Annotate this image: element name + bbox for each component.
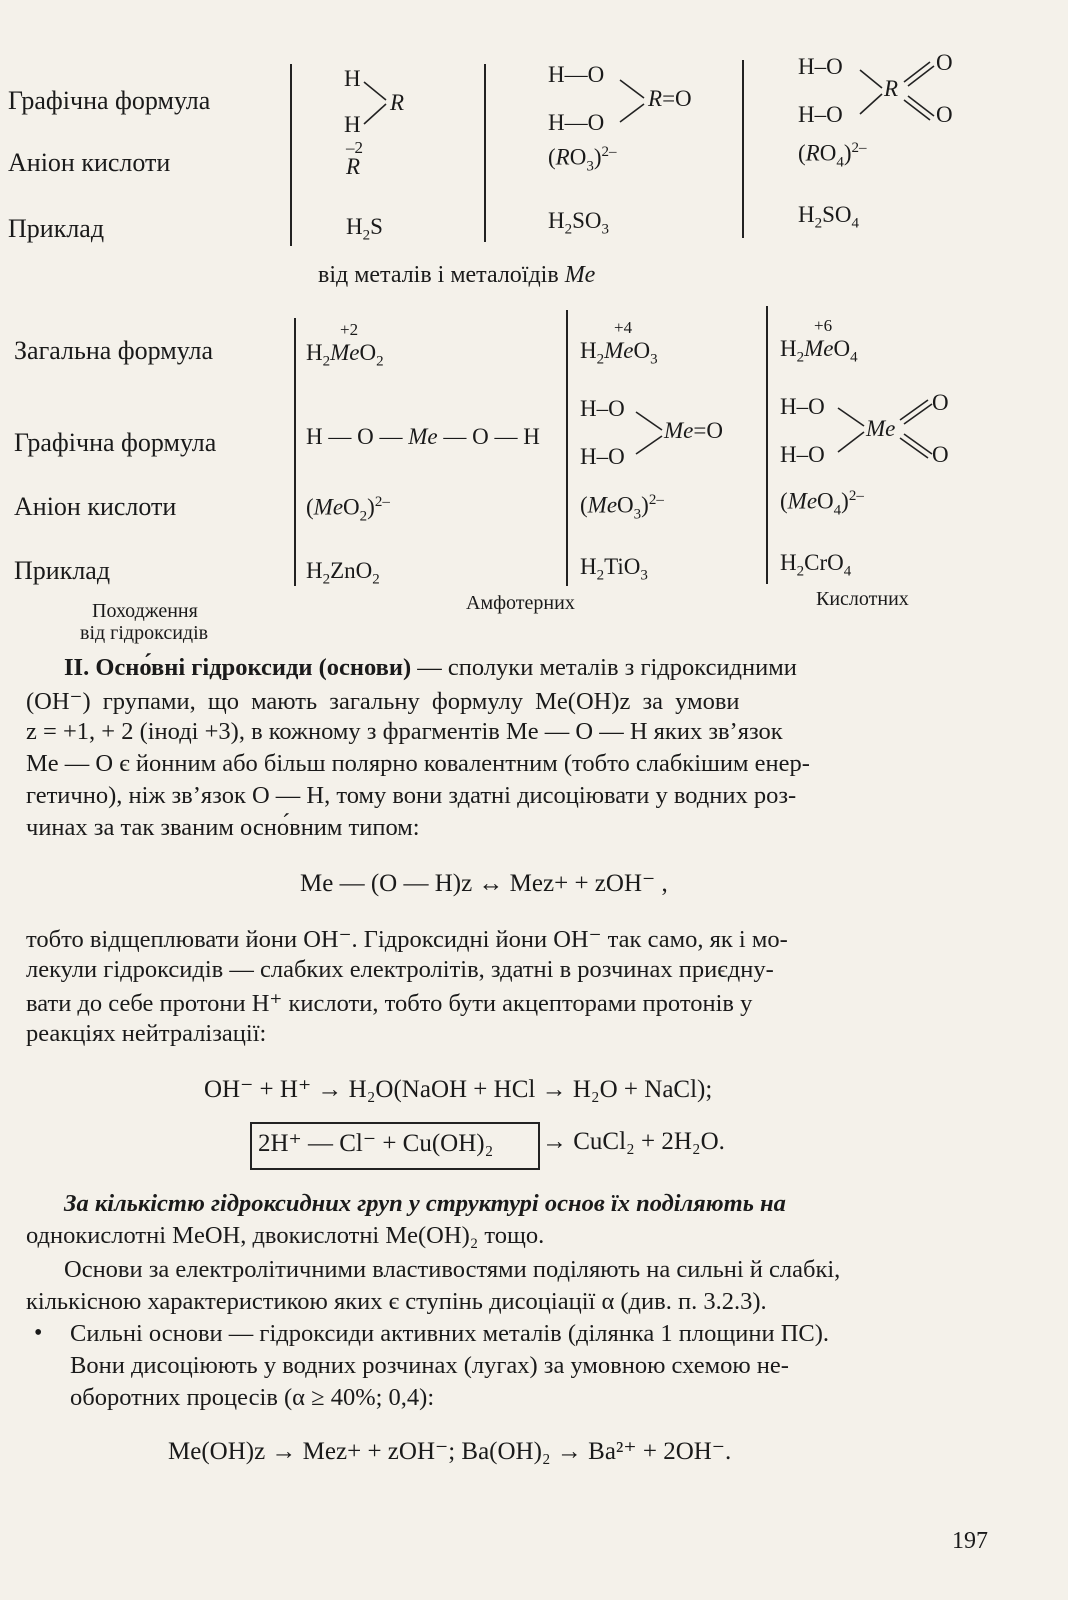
equation-dissociation: Me — (O — H)z ↔ Mez+ + zOH⁻ ,: [300, 870, 668, 897]
para2-line-2: лекули гідроксидів — слабких електролітів, здатні в розчинах приєдну-: [26, 956, 774, 983]
general-formula: $H_2MeO_3$: [580, 338, 658, 368]
bond-lines: [362, 76, 392, 132]
o-right-bottom: O: [936, 102, 953, 127]
anion: $(RO_4)^{2-}$: [798, 140, 867, 171]
o-right-top: O: [932, 390, 949, 415]
example: $H_2TiO_3$: [580, 554, 648, 584]
r-double-o: R=O: [648, 86, 692, 111]
anion: $(MeO_4)^{2-}$: [780, 488, 864, 519]
section-line-4: Me — O є йонним або більш полярно ковалентним (тобто слабкішим енер-: [26, 750, 810, 777]
ox-state: +6: [814, 316, 833, 335]
divider: [766, 306, 768, 584]
section-line-3: z = +1, + 2 (іноді +3), в кожному з фрагментів Me — O — H яких зв’язок: [26, 718, 783, 745]
divider: [566, 310, 568, 586]
bullet-line-1: Сильні основи — гідроксиди активних металів (ділянка 1 площини ПС).: [70, 1320, 830, 1347]
r-atom: R: [390, 90, 405, 115]
example: $H_2SO_3$: [548, 208, 610, 238]
anion: R: [346, 154, 361, 179]
acidic-label: Кислотних: [816, 588, 909, 610]
ho-top: H–O: [798, 54, 843, 79]
equation-neutralization: OH⁻ + H⁺ → H₂O(NaOH + HCl → H₂O + NaCl);: [204, 1076, 713, 1103]
para2-line-1: тобто відщеплювати йони OH⁻. Гідроксидні йони OH⁻ так само, як і мо-: [26, 926, 788, 953]
section-line-6: чинах за так званим осно́вним типом:: [26, 814, 420, 841]
row-label-example: Приклад: [8, 214, 105, 243]
bullet-icon: •: [34, 1320, 43, 1346]
section-line-2: (OH⁻) групами, що мають загальну формулу Me(OH)z за умови: [26, 688, 740, 715]
origin-sub: від гідроксидів: [80, 622, 209, 644]
divider: [742, 60, 744, 238]
graphic-formula: H — O — Me — O — H: [306, 424, 540, 449]
mono-di-line: однокислотні MeOH, двокислотні Me(OH)₂ тощо.: [26, 1222, 545, 1249]
italic-heading: За кількістю гідроксидних груп у структурі основ їх поділяють на: [64, 1190, 786, 1217]
ho-top: H–O: [580, 396, 625, 421]
para3-line-2: кількісною характеристикою яких є ступінь дисоціації α (див. п. 3.2.3).: [26, 1288, 767, 1315]
general-formula: $H_2MeO_4$: [780, 336, 858, 366]
equation-boxed: 2H⁺ — Cl⁻ + Cu(OH)₂: [258, 1130, 494, 1157]
equation-strong-base: Me(OH)z → Mez+ + zOH⁻; Ba(OH)₂ → Ba²⁺ + 2OH⁻.: [168, 1438, 732, 1465]
bond-lines: [618, 76, 648, 126]
row-label-graphic: Графічна формула: [8, 86, 211, 115]
charge: –2: [346, 138, 363, 157]
me-atom: Me: [866, 416, 896, 441]
section-heading: II. Осно́вні гідроксиди (основи): [64, 654, 412, 681]
bullet-line-3: оборотних процесів (α ≥ 40%; 0,4):: [70, 1384, 435, 1411]
general-formula: $H_2MeO_2$: [306, 340, 384, 370]
example: $H_2S$: [346, 214, 383, 244]
ox-state: +4: [614, 318, 633, 337]
row-label-example: Приклад: [14, 556, 111, 585]
h-top: H: [344, 66, 361, 91]
h-bottom: H: [344, 112, 361, 137]
anion: $(MeO_2)^{2-}$: [306, 494, 390, 525]
divider: [290, 64, 292, 246]
para2-line-4: реакціях нейтралізації:: [26, 1020, 267, 1047]
caption-metals: від металів і металоїдів Me: [318, 262, 596, 288]
me-double-o: Me=O: [664, 418, 723, 443]
example: $H_2ZnO_2$: [306, 558, 380, 588]
ho-top: H—O: [548, 62, 605, 87]
page-number: 197: [952, 1528, 988, 1554]
bullet-line-2: Вони дисоціюють у водних розчинах (лугах) за умовною схемою не-: [70, 1352, 789, 1379]
r-atom: R: [884, 76, 899, 101]
o-right-top: O: [936, 50, 953, 75]
divider: [484, 64, 486, 242]
row-label-general: Загальна формула: [14, 336, 214, 365]
bond-lines: [634, 406, 666, 458]
section-line-5: гетично), ніж зв’язок O — H, тому вони здатні дисоціювати у водних роз-: [26, 782, 797, 809]
section-line-1: II. Осно́вні гідроксиди (основи) — сполуки металів з гідроксидними: [64, 654, 797, 681]
equation-products: → CuCl₂ + 2H₂O.: [542, 1128, 725, 1155]
o-right-bottom: O: [932, 442, 949, 467]
divider: [294, 318, 296, 586]
para2-line-3: вати до себе протони H⁺ кислоти, тобто бути акцепторами протонів у: [26, 990, 753, 1017]
ho-top: H–O: [780, 394, 825, 419]
ho-bottom: H—O: [548, 110, 605, 135]
row-label-graphic: Графічна формула: [14, 428, 217, 457]
example: $H_2CrO_4$: [780, 550, 852, 580]
ho-bottom: H–O: [580, 444, 625, 469]
anion: $(MeO_3)^{2-}$: [580, 492, 664, 523]
ox-state: +2: [340, 320, 359, 339]
origin-label: Походження: [92, 600, 198, 622]
row-label-anion: Аніон кислоти: [14, 492, 177, 521]
ho-bottom: H–O: [798, 102, 843, 127]
example: $H_2SO_4$: [798, 202, 860, 232]
amphoteric-label: Амфотерних: [466, 592, 575, 614]
anion: $(RO_3)^{2-}$: [548, 144, 617, 175]
row-label-anion: Аніон кислоти: [8, 148, 171, 177]
ho-bottom: H–O: [780, 442, 825, 467]
para3-line-1: Основи за електролітичними властивостями поділяють на сильні й слабкі,: [64, 1256, 841, 1283]
